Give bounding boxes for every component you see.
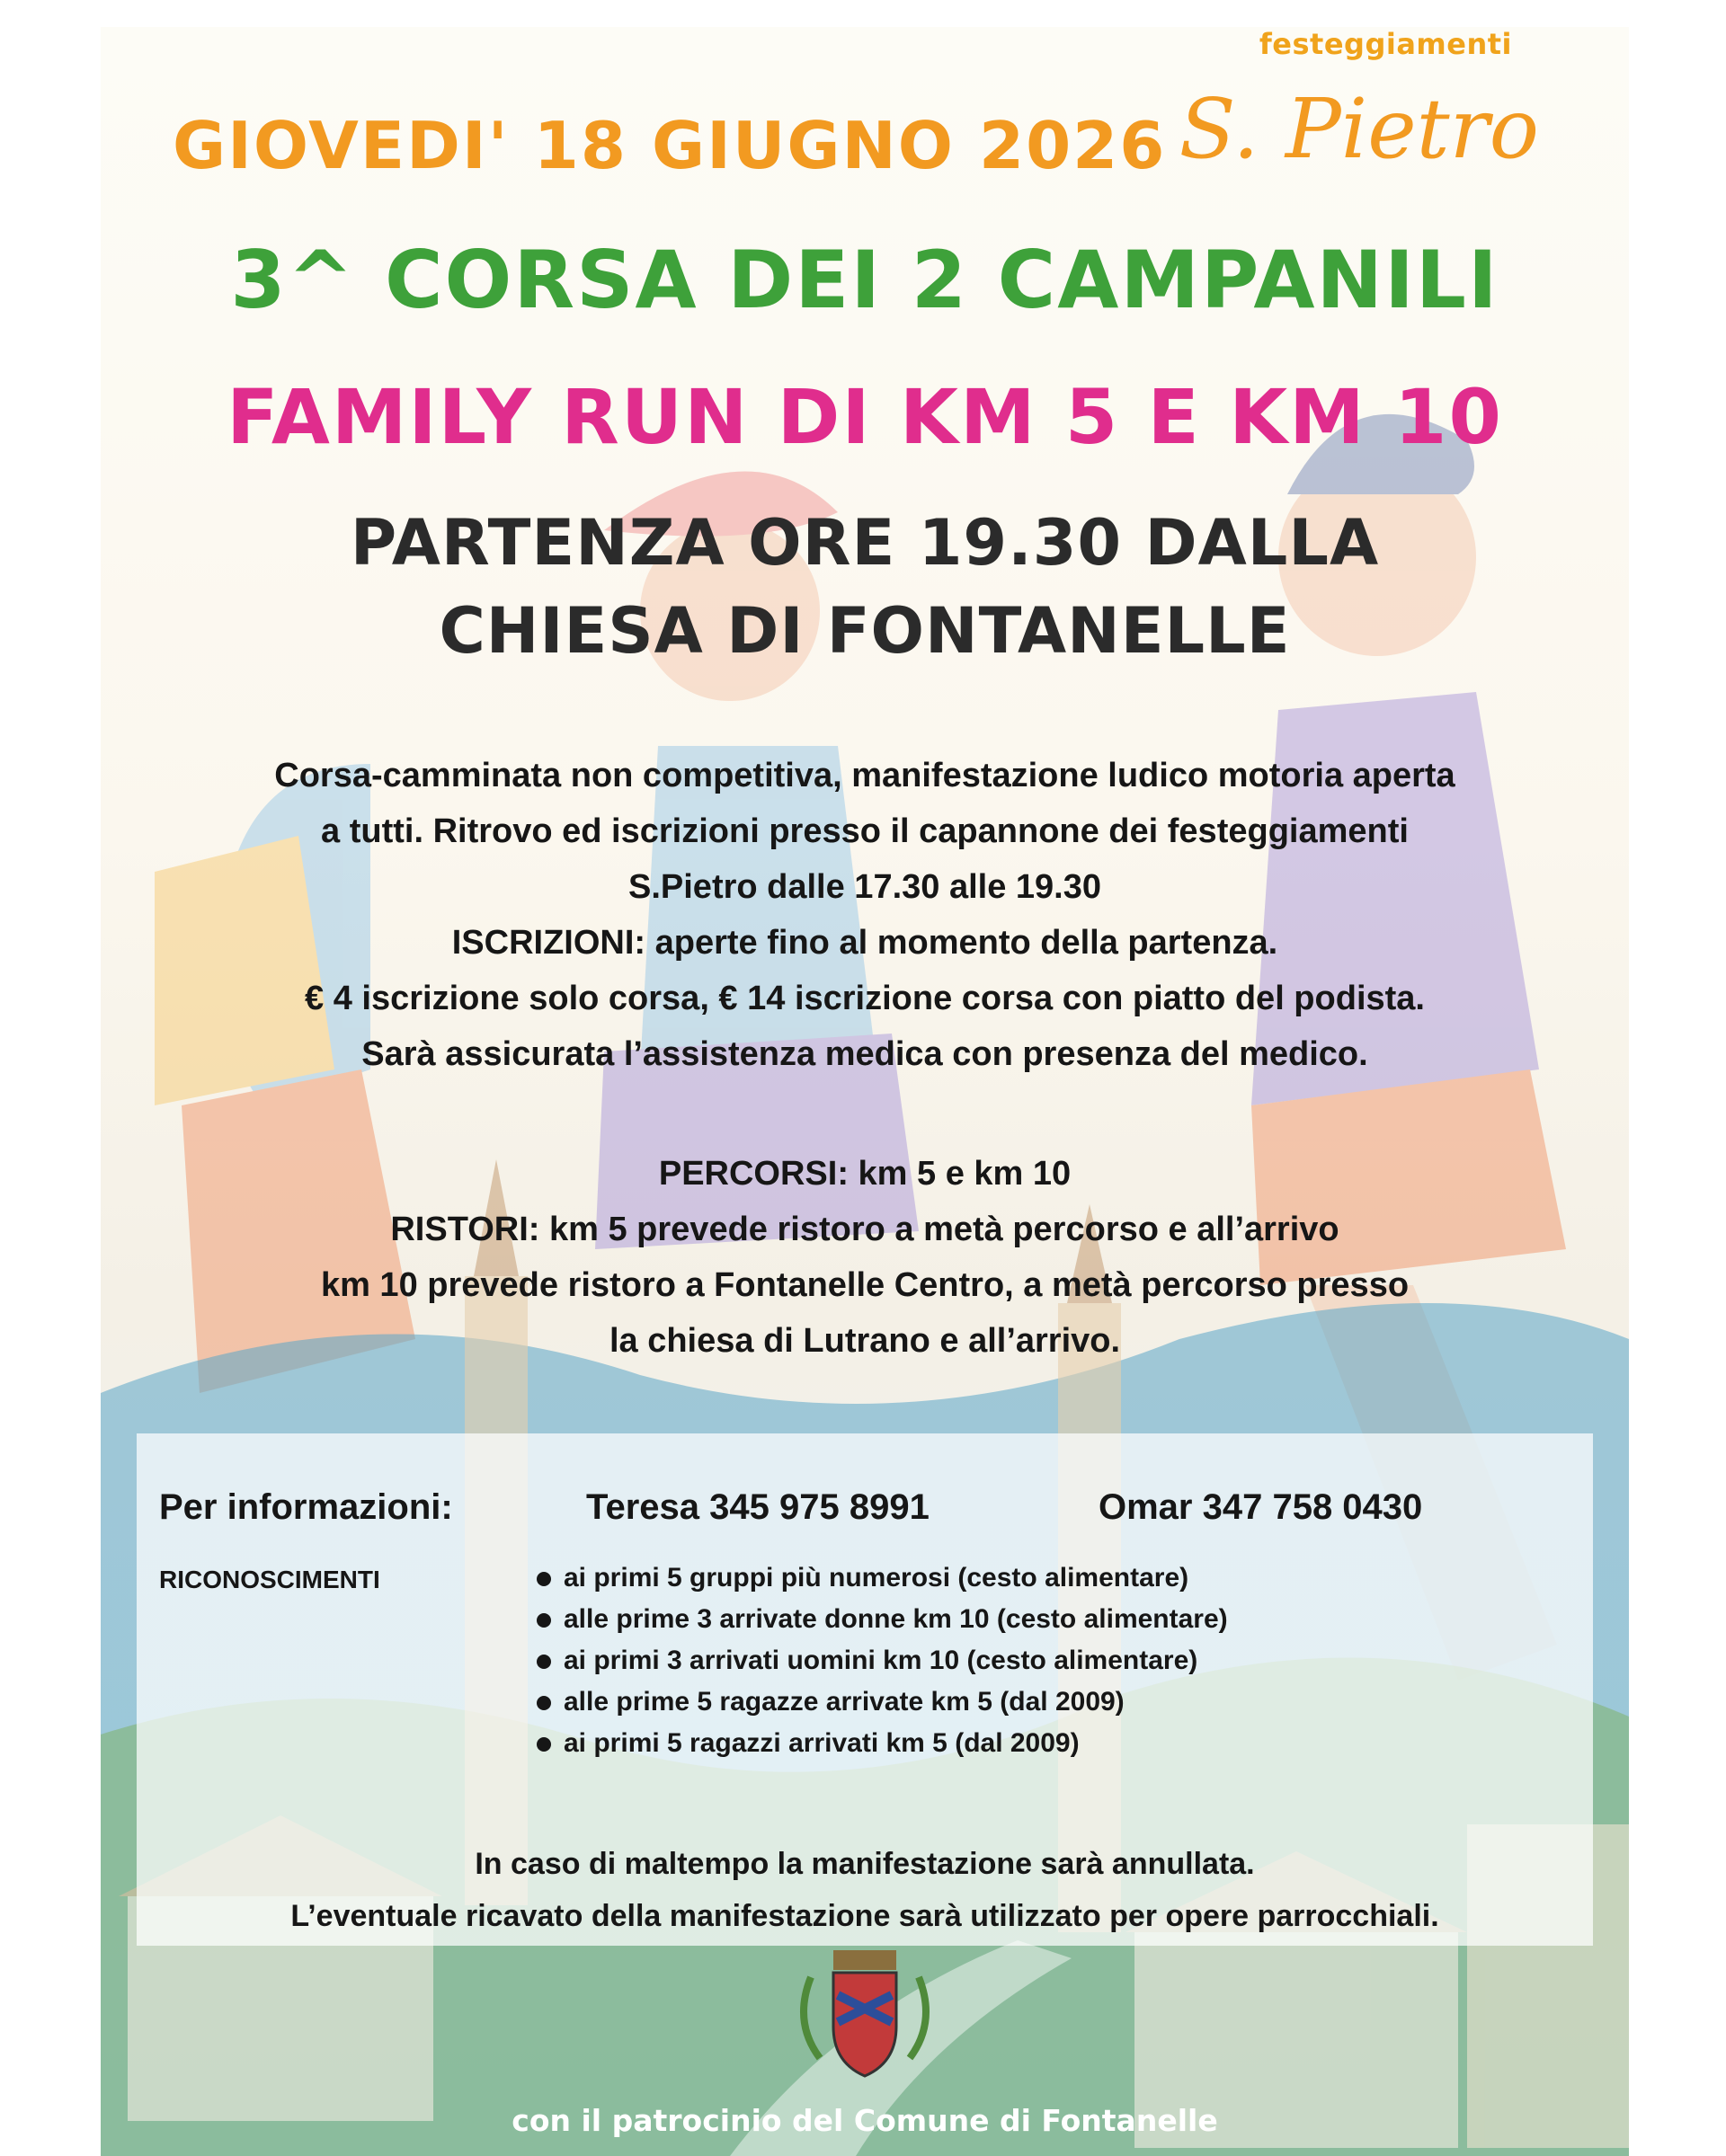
event-date: GIOVEDI' 18 GIUGNO 2026 — [173, 108, 1167, 183]
event-title: 3^ CORSA DEI 2 CAMPANILI — [230, 234, 1499, 326]
description-line: € 4 iscrizione solo corsa, € 14 iscrizione corsa con piatto del podista. — [305, 980, 1425, 1017]
start-line-2: CHIESA DI FONTANELLE — [439, 594, 1291, 668]
description-line: Corsa-camminata non competitiva, manifestazione ludico motoria aperta — [274, 757, 1455, 794]
routes-line: RISTORI: km 5 prevede ristoro a metà percorso e all’arrivo — [390, 1211, 1339, 1248]
municipal-crest-icon — [793, 1941, 937, 2094]
note-line: L’eventuale ricavato della manifestazione sarà utilizzato per opere parrocchiali. — [290, 1899, 1439, 1933]
awards-label: RICONOSCIMENTI — [159, 1566, 380, 1593]
note-line: In caso di maltempo la manifestazione sarà annullata. — [475, 1847, 1255, 1881]
bullet-icon — [537, 1655, 551, 1669]
festeggiamenti-label: festeggiamenti — [1259, 27, 1512, 61]
award-item: alle prime 3 arrivate donne km 10 (cesto alimentare) — [537, 1599, 1228, 1640]
contact-omar: Omar 347 758 0430 — [1099, 1487, 1423, 1527]
start-line-1: PARTENZA ORE 19.30 DALLA — [350, 506, 1380, 580]
brand-spietro: S. Pietro — [1179, 81, 1539, 177]
routes-line: km 10 prevede ristoro a Fontanelle Centro, a metà percorso presso — [320, 1266, 1410, 1304]
info-label: Per informazioni: — [159, 1487, 453, 1527]
description-block — [137, 748, 1593, 1082]
bullet-icon — [537, 1572, 551, 1586]
award-item: ai primi 5 gruppi più numerosi (cesto alimentare) — [537, 1557, 1228, 1599]
description-line: ISCRIZIONI: aperte fino al momento della partenza. — [451, 924, 1278, 962]
description-line: Sarà assicurata l’assistenza medica con presenza del medico. — [361, 1035, 1368, 1073]
flyer — [101, 27, 1629, 2156]
description-line: a tutti. Ritrovo ed iscrizioni presso il capannone dei festeggiamenti — [321, 812, 1409, 850]
award-item: ai primi 5 ragazzi arrivati km 5 (dal 2009) — [537, 1723, 1228, 1764]
routes-line: PERCORSI: km 5 e km 10 — [658, 1155, 1072, 1193]
event-subtitle: FAMILY RUN DI KM 5 E KM 10 — [227, 373, 1503, 461]
patronage-text: con il patrocinio del Comune di Fontanelle — [512, 2103, 1218, 2138]
start-info — [101, 499, 1629, 675]
award-item: ai primi 3 arrivati uomini km 10 (cesto alimentare) — [537, 1640, 1228, 1681]
info-panel — [137, 1433, 1593, 1946]
award-item: alle prime 5 ragazze arrivate km 5 (dal 2009) — [537, 1681, 1228, 1723]
awards-list — [537, 1557, 1228, 1764]
routes-line: la chiesa di Lutrano e all’arrivo. — [609, 1322, 1121, 1360]
bullet-icon — [537, 1737, 551, 1752]
notes-block — [137, 1838, 1593, 1942]
routes-block — [137, 1146, 1593, 1369]
bullet-icon — [537, 1613, 551, 1628]
contact-teresa: Teresa 345 975 8991 — [586, 1487, 930, 1527]
bullet-icon — [537, 1696, 551, 1710]
description-line: S.Pietro dalle 17.30 alle 19.30 — [628, 868, 1101, 906]
